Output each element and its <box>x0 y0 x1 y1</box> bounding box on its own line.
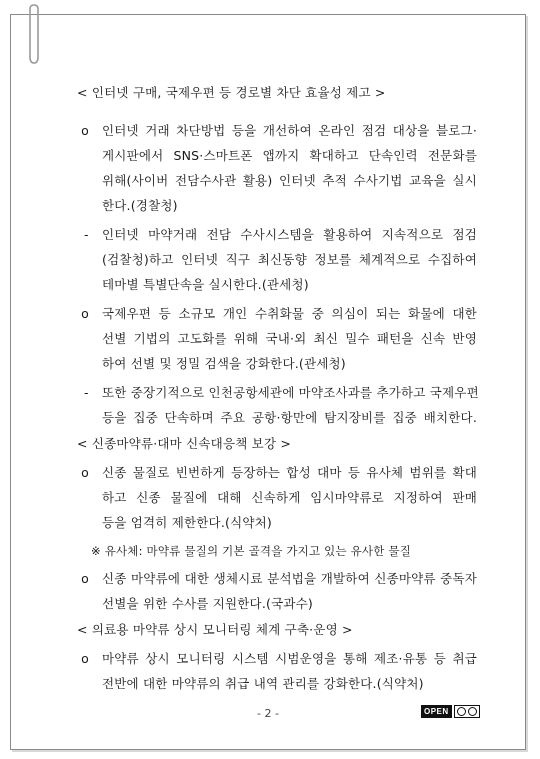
paragraph-line: 또한 중장기적으로 인천공항세관에 마약조사과를 추가하고 국제우편 <box>102 385 479 400</box>
bullet-circle: o <box>81 465 89 480</box>
paragraph-line: 등을 엄격히 제한한다.(식약처) <box>102 515 272 530</box>
page-number: - 2 - <box>257 707 279 720</box>
paragraph-line: 하고 신종 물질에 대해 신속하게 임시마약류로 지정하여 판매 <box>102 490 477 505</box>
paragraph-line: 게시판에서 SNS·스마트폰 앱까지 확대하고 단속인력 전문화를 <box>102 148 477 163</box>
bullet-circle: o <box>81 651 89 666</box>
open-license-logo <box>421 703 483 719</box>
open-logo-text: OPEN <box>421 705 452 718</box>
paragraph-line: 테마별 특별단속을 실시한다.(관세청) <box>102 277 309 292</box>
paragraph-line: 인터넷 거래 차단방법 등을 개선하여 온라인 점검 대상을 블로그· <box>102 123 477 138</box>
document-body <box>11 15 525 749</box>
paragraph-line: (검찰청)하고 인터넷 직구 최신동향 정보를 체계적으로 수집하여 <box>102 252 477 267</box>
bullet-dash: - <box>84 227 89 242</box>
bullet-circle: o <box>81 571 89 586</box>
bullet-circle: o <box>81 306 89 321</box>
section-heading: < 의료용 마약류 상시 모니터링 체계 구축·운영 > <box>77 622 353 637</box>
paragraph-line: 하여 선별 및 정밀 검색을 강화한다.(관세청) <box>102 356 346 371</box>
document-page <box>10 14 526 750</box>
license-icon <box>454 705 480 718</box>
paragraph-line: 위해(사이버 전담수사관 활용) 인터넷 추적 수사기법 교육을 실시 <box>102 173 477 188</box>
footnote: ※ 유사체: 마약류 물질의 기본 골격을 가지고 있는 유사한 물질 <box>91 544 412 558</box>
paragraph-line: 마약류 상시 모니터링 시스템 시범운영을 통해 제조·유통 등 취급 <box>102 651 477 666</box>
paragraph-line: 등을 집중 단속하며 주요 공항·항만에 탐지장비를 집중 배치한다. <box>102 410 477 425</box>
paragraph-line: 한다.(경찰청) <box>102 198 178 213</box>
section-heading: < 인터넷 구매, 국제우편 등 경로별 차단 효율성 제고 > <box>77 85 386 100</box>
paragraph-line: 국제우편 등 소규모 개인 수취화물 중 의심이 되는 화물에 대한 <box>102 306 477 321</box>
paragraph-line: 선별을 위한 수사를 지원한다.(국과수) <box>102 596 313 611</box>
section-heading: < 신종마약류·대마 신속대응책 보강 > <box>77 436 292 451</box>
paragraph-line: 신종 마약류에 대한 생체시료 분석법을 개발하여 신종마약류 중독자 <box>102 571 477 586</box>
bullet-circle: o <box>81 123 89 138</box>
paragraph-line: 전반에 대한 마약류의 취급 내역 관리를 강화한다.(식약처) <box>102 676 424 691</box>
paragraph-line: 신종 물질로 빈번하게 등장하는 합성 대마 등 유사체 범위를 확대 <box>102 465 477 480</box>
paragraph-line: 선별 기법의 고도화를 위해 국내·외 최신 밀수 패턴을 신속 반영 <box>102 331 477 346</box>
paragraph-line: 인터넷 마약거래 전담 수사시스템을 활용하여 지속적으로 점검 <box>102 227 477 242</box>
bullet-dash: - <box>84 385 89 400</box>
